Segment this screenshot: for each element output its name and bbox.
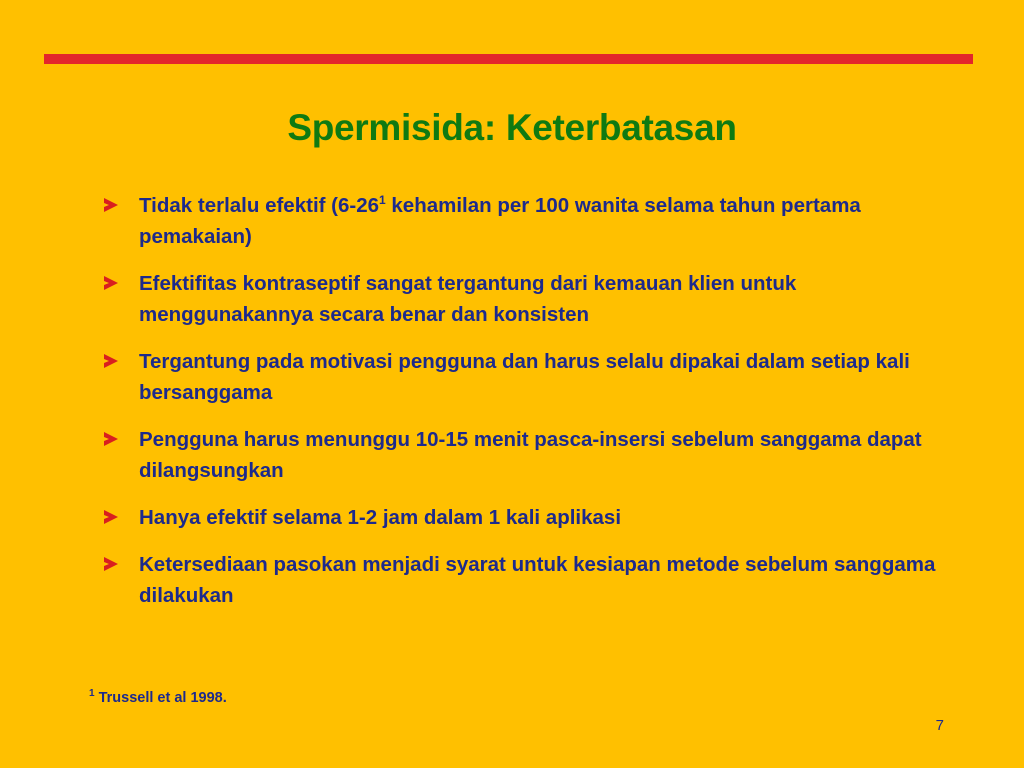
bullet-item bbox=[100, 424, 960, 486]
bullet-item bbox=[100, 549, 960, 611]
arrow-bullet-icon bbox=[104, 557, 118, 571]
arrow-bullet-icon bbox=[104, 510, 118, 524]
bullet-text: Tergantung pada motivasi pengguna dan harus selalu dipakai dalam setiap kali bersanggama bbox=[139, 350, 910, 404]
arrow-bullet-icon bbox=[104, 198, 118, 212]
footnote-marker: 1 bbox=[89, 688, 95, 700]
arrow-bullet-icon bbox=[104, 432, 118, 446]
bullet-item bbox=[100, 268, 960, 330]
bullet-list bbox=[100, 190, 960, 627]
bullet-text: Hanya efektif selama 1-2 jam dalam 1 kali aplikasi bbox=[139, 506, 622, 529]
bullet-item bbox=[100, 502, 960, 533]
bullet-text: Tidak terlalu efektif ($6-26^1$ kehamilan per 100 wanita selama tahun pertama pemakaian) bbox=[139, 193, 861, 248]
footnote-reference: 1 bbox=[379, 193, 386, 208]
bullet-text: Efektifitas kontraseptif sangat tergantung dari kemauan klien untuk menggunakannya secara benar dan konsisten bbox=[139, 272, 797, 326]
top-red-rule bbox=[44, 54, 973, 64]
footnote-text: Trussell et al 1998. bbox=[94, 690, 227, 706]
slide-title: Spermisida: Keterbatasan bbox=[287, 107, 737, 148]
footnote bbox=[89, 688, 227, 708]
page-number: 7 bbox=[935, 717, 944, 734]
bullet-text: Pengguna harus menunggu 10-15 menit pasca-insersi sebelum sanggama dapat dilangsungkan bbox=[139, 428, 922, 482]
arrow-bullet-icon bbox=[104, 354, 118, 368]
bullet-item bbox=[100, 190, 960, 252]
bullet-item bbox=[100, 346, 960, 408]
arrow-bullet-icon bbox=[104, 276, 118, 290]
bullet-text: Ketersediaan pasokan menjadi syarat untuk kesiapan metode sebelum sanggama dilakukan bbox=[139, 553, 936, 607]
